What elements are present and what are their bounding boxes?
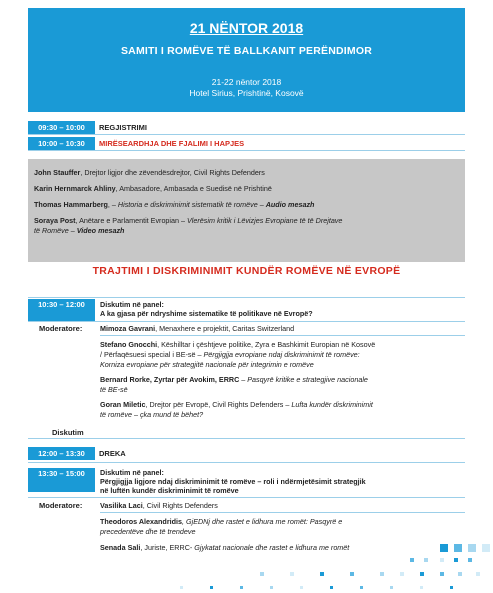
panelist-name: Stefano Gnocchi bbox=[100, 340, 158, 349]
divider bbox=[100, 512, 465, 513]
panelist-topic: Korniza evropiane për strategjitë nacionale për integrimin e romëve bbox=[100, 360, 314, 369]
speaker-topic: Vlerësim kritik i Lëvizjes Evropiane të të Drejtave bbox=[187, 216, 343, 225]
speaker-role: , Ambasadore, Ambasada e Suedisë në Prishtinë bbox=[115, 184, 272, 193]
speaker-name: John Stauffer bbox=[34, 168, 81, 177]
panelist-role: , Juriste, ERRC- bbox=[140, 543, 195, 552]
speaker-role: , Drejtor ligjor dhe zëvendësdrejtor, Civil Rights Defenders bbox=[80, 168, 265, 177]
decor-dot bbox=[420, 572, 424, 576]
divider bbox=[28, 150, 465, 151]
speaker-line bbox=[34, 168, 459, 178]
dash: – bbox=[257, 200, 266, 209]
decor-dot bbox=[380, 572, 384, 576]
panelist-topic: Gjykatat nacionale dhe rastet e lidhura me romët bbox=[194, 543, 350, 552]
panelist-role: , Këshilltar i çështjeve politike, Zyra e Bashkimit Europian në Kosovë bbox=[157, 340, 376, 349]
event-dates: 21-22 nëntor 2018 bbox=[211, 77, 282, 87]
speaker-line bbox=[34, 184, 459, 194]
speaker-name: Thomas Hammarberg bbox=[34, 200, 108, 209]
agenda-row-lunch bbox=[28, 447, 465, 460]
panelist-topic: Përgjigjja evropiane ndaj diskriminimit të romëve: bbox=[203, 350, 360, 359]
speaker-name: Karin Hernmarck Ahliny bbox=[34, 184, 116, 193]
speaker-media: Audio mesazh bbox=[265, 200, 315, 209]
dash: – bbox=[68, 226, 77, 235]
speaker-role: , Anëtare e Parlamentit Evropian – bbox=[75, 216, 188, 225]
decor-dot bbox=[210, 586, 213, 589]
event-venue: Hotel Sirius, Prishtinë, Kosovë bbox=[189, 88, 304, 98]
moderator-role: , Civil Rights Defenders bbox=[142, 501, 218, 510]
panelist-line bbox=[100, 543, 465, 553]
divider bbox=[28, 462, 465, 463]
panel-heading: Përgjigjja ligjore ndaj diskriminimit të romëve – roli i ndërmjetësimit strategjik bbox=[100, 477, 366, 486]
decor-dot bbox=[270, 586, 273, 589]
section-title: TRAJTIMI I DISKRIMINIMIT KUNDËR ROMËVE NË EVROPË bbox=[92, 265, 401, 277]
decor-dot bbox=[350, 572, 354, 576]
panelist-line bbox=[100, 385, 465, 395]
panelist-name: Bernard Rorke, Zyrtar për Avokim, ERRC bbox=[100, 375, 240, 384]
time-badge: 10:30 – 12:00 bbox=[28, 299, 95, 321]
panel-heading: në luftën kundër diskriminimit të romëve bbox=[100, 486, 239, 495]
panelist-line bbox=[100, 400, 465, 410]
moderator-label: Moderatore: bbox=[39, 501, 83, 510]
decor-dot bbox=[440, 572, 444, 576]
moderator-label: Moderatore: bbox=[39, 324, 83, 333]
speaker-name: Soraya Post bbox=[34, 216, 76, 225]
panelist-topic: – Pasqyrë kritike e strategjive nacionale bbox=[239, 375, 368, 384]
panelist-name: Theodoros Alexandridis bbox=[100, 517, 183, 526]
speaker-line bbox=[34, 226, 459, 236]
decor-dot bbox=[260, 572, 264, 576]
panelist-line bbox=[100, 350, 465, 360]
panelist-line bbox=[100, 527, 465, 537]
decor-dot bbox=[440, 558, 444, 562]
event-title: SAMITI I ROMËVE TË BALLKANIT PERËNDIMOR bbox=[120, 45, 373, 57]
decor-dot bbox=[180, 586, 183, 589]
panelist-role: , Drejtor për Evropë, Civil Rights Defenders – bbox=[145, 400, 292, 409]
decor-dot bbox=[400, 572, 404, 576]
decor-dot bbox=[290, 572, 294, 576]
event-date: 21 NËNTOR 2018 bbox=[189, 20, 304, 36]
panelist-line bbox=[100, 340, 465, 350]
decor-dot bbox=[240, 586, 243, 589]
decor-dot bbox=[410, 558, 414, 562]
speaker-media: Video mesazh bbox=[76, 226, 125, 235]
decor-dot bbox=[468, 558, 472, 562]
moderator-name: Vasilika Laci bbox=[100, 501, 143, 510]
moderator-line bbox=[100, 324, 465, 334]
speaker-role: , – bbox=[107, 200, 118, 209]
moderator-name: Mimoza Gavrani bbox=[100, 324, 156, 333]
speaker-topic: Historia e diskriminimit sistematik të romëve bbox=[117, 200, 258, 209]
panelist-topic: precedentëve dhe të trendeve bbox=[100, 527, 196, 536]
panelist-line bbox=[100, 410, 465, 420]
divider bbox=[28, 297, 465, 298]
panelist-name: Senada Sali bbox=[100, 543, 141, 552]
speaker-topic: të Romëve bbox=[34, 226, 69, 235]
decor-dot bbox=[482, 544, 490, 552]
divider bbox=[28, 134, 465, 135]
panelist-line bbox=[100, 360, 465, 370]
divider bbox=[28, 438, 465, 439]
discussion-label: Diskutim bbox=[52, 428, 84, 437]
divider bbox=[100, 335, 465, 336]
decor-dot bbox=[360, 586, 363, 589]
panelist-role: / Përfaqësuesi special i BE-së – bbox=[100, 350, 204, 359]
speaker-line bbox=[34, 200, 459, 210]
decor-dot bbox=[454, 558, 458, 562]
decor-dot bbox=[390, 586, 393, 589]
decor-dot bbox=[450, 586, 453, 589]
panelist-topic: të BE-së bbox=[100, 385, 128, 394]
panelist-line bbox=[100, 517, 465, 527]
agenda-row-registration bbox=[28, 121, 465, 134]
decor-dot bbox=[476, 572, 480, 576]
panelist-topic: Lufta kundër diskriminimit bbox=[291, 400, 373, 409]
agenda-label: MIRËSEARDHJA DHE FJALIMI I HAPJES bbox=[99, 139, 245, 148]
agenda-label: REGJISTRIMI bbox=[99, 123, 147, 132]
panelist-name: Goran Miletic bbox=[100, 400, 146, 409]
decor-dot bbox=[420, 586, 423, 589]
decor-dot bbox=[330, 586, 333, 589]
divider bbox=[28, 321, 465, 322]
time-badge: 13:30 – 15:00 bbox=[28, 468, 95, 492]
panelist-line bbox=[100, 375, 465, 385]
decor-dot bbox=[424, 558, 428, 562]
moderator-role: , Menaxhere e projektit, Caritas Switzerland bbox=[155, 324, 295, 333]
time-badge: 12:00 – 13:30 bbox=[28, 447, 95, 460]
panel-heading: Diskutim në panel: bbox=[100, 300, 164, 309]
decor-dot bbox=[468, 544, 476, 552]
decor-dot bbox=[454, 544, 462, 552]
decor-dot bbox=[458, 572, 462, 576]
speaker-line bbox=[34, 216, 459, 226]
panel-heading: A ka gjasa për ndryshime sistematike të politikave në Evropë? bbox=[100, 309, 313, 318]
decor-dot bbox=[320, 572, 324, 576]
panel-heading: Diskutim në panel: bbox=[100, 468, 164, 477]
panelist-topic: , GjEDNj dhe rastet e lidhura me romët: Pasqyrë e bbox=[182, 517, 343, 526]
time-badge: 09:30 – 10:00 bbox=[28, 121, 95, 134]
time-badge: 10:00 – 10:30 bbox=[28, 137, 95, 150]
agenda-label: DREKA bbox=[99, 449, 126, 458]
agenda-row-opening bbox=[28, 137, 465, 150]
panelist-topic: të romëve – çka mund të bëhet? bbox=[100, 410, 204, 419]
header-banner bbox=[28, 8, 465, 112]
divider bbox=[28, 497, 465, 498]
decor-dot bbox=[300, 586, 303, 589]
moderator-line bbox=[100, 501, 465, 511]
decor-dot bbox=[440, 544, 448, 552]
